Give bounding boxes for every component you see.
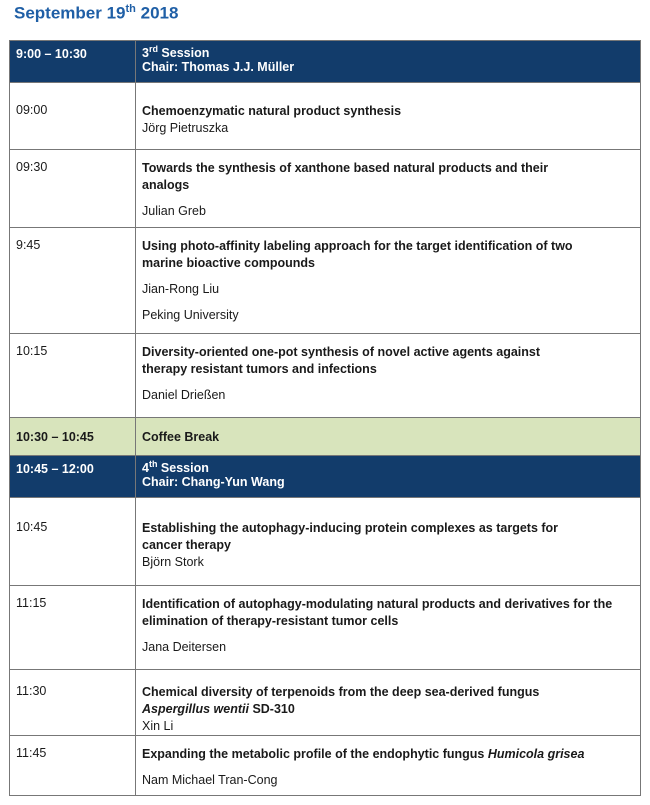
talk-speaker: Julian Greb: [142, 204, 206, 218]
talk-speaker: Jana Deitersen: [142, 640, 227, 654]
session-title: 3rd Session: [142, 44, 210, 61]
talk-row: [10, 498, 641, 586]
talk-row: [10, 83, 641, 150]
talk-title: Establishing the autophagy-inducing protein complexes as targets for cancer therapy: [142, 521, 559, 552]
talk-time: 10:15: [10, 334, 136, 418]
session-time: 9:00 – 10:30: [10, 41, 136, 83]
talk-time: 10:45: [10, 498, 136, 586]
session-chair: Chair: Chang-Yun Wang: [142, 475, 285, 490]
break-time: 10:30 – 10:45: [10, 418, 136, 456]
talk-title: Towards the synthesis of xanthone based natural products and their analogs: [142, 161, 549, 192]
session-row: [10, 456, 641, 498]
talk-title: Diversity-oriented one-pot synthesis of novel active agents against therapy resistant tumors and infections: [142, 345, 541, 376]
talk-title: Using photo-affinity labeling approach for the target identification of two marine bioactive compounds: [142, 239, 573, 270]
page-heading: September 19th 2018: [14, 3, 179, 23]
talk-title: Chemical diversity of terpenoids from the deep sea-derived fungus Aspergillus wentii SD-310: [142, 685, 540, 716]
talk-time: 11:30: [10, 670, 136, 736]
talk-row: [10, 670, 641, 736]
coffee-break-row: [10, 418, 641, 456]
talk-row: [10, 150, 641, 228]
talk-time: 09:30: [10, 150, 136, 228]
talk-speaker: Björn Stork: [142, 555, 204, 569]
talk-time: 9:45: [10, 228, 136, 334]
talk-row: [10, 586, 641, 670]
break-label: Coffee Break: [136, 418, 641, 456]
talk-time: 11:15: [10, 586, 136, 670]
talk-time: 09:00: [10, 83, 136, 150]
talk-time: 11:45: [10, 736, 136, 796]
talk-speaker: Jörg Pietruszka: [142, 121, 229, 135]
talk-row: [10, 736, 641, 796]
talk-title: Identification of autophagy-modulating natural products and derivatives for the elimination of therapy-resistant tumor cells: [142, 597, 613, 628]
talk-row: [10, 228, 641, 334]
session-time: 10:45 – 12:00: [10, 456, 136, 498]
talk-title: Expanding the metabolic profile of the endophytic fungus Humicola grisea: [142, 747, 585, 761]
schedule-table: [9, 40, 641, 796]
talk-row: [10, 334, 641, 418]
talk-speaker: Nam Michael Tran-Cong: [142, 773, 278, 787]
talk-affiliation: Peking University: [142, 308, 239, 322]
talk-speaker: Jian-Rong Liu: [142, 282, 220, 296]
session-title: 4th Session: [142, 459, 209, 476]
talk-speaker: Daniel Drießen: [142, 388, 226, 402]
talk-speaker: Xin Li: [142, 719, 174, 733]
session-chair: Chair: Thomas J.J. Müller: [142, 60, 295, 75]
session-row: [10, 41, 641, 83]
talk-title: Chemoenzymatic natural product synthesis: [142, 104, 402, 118]
